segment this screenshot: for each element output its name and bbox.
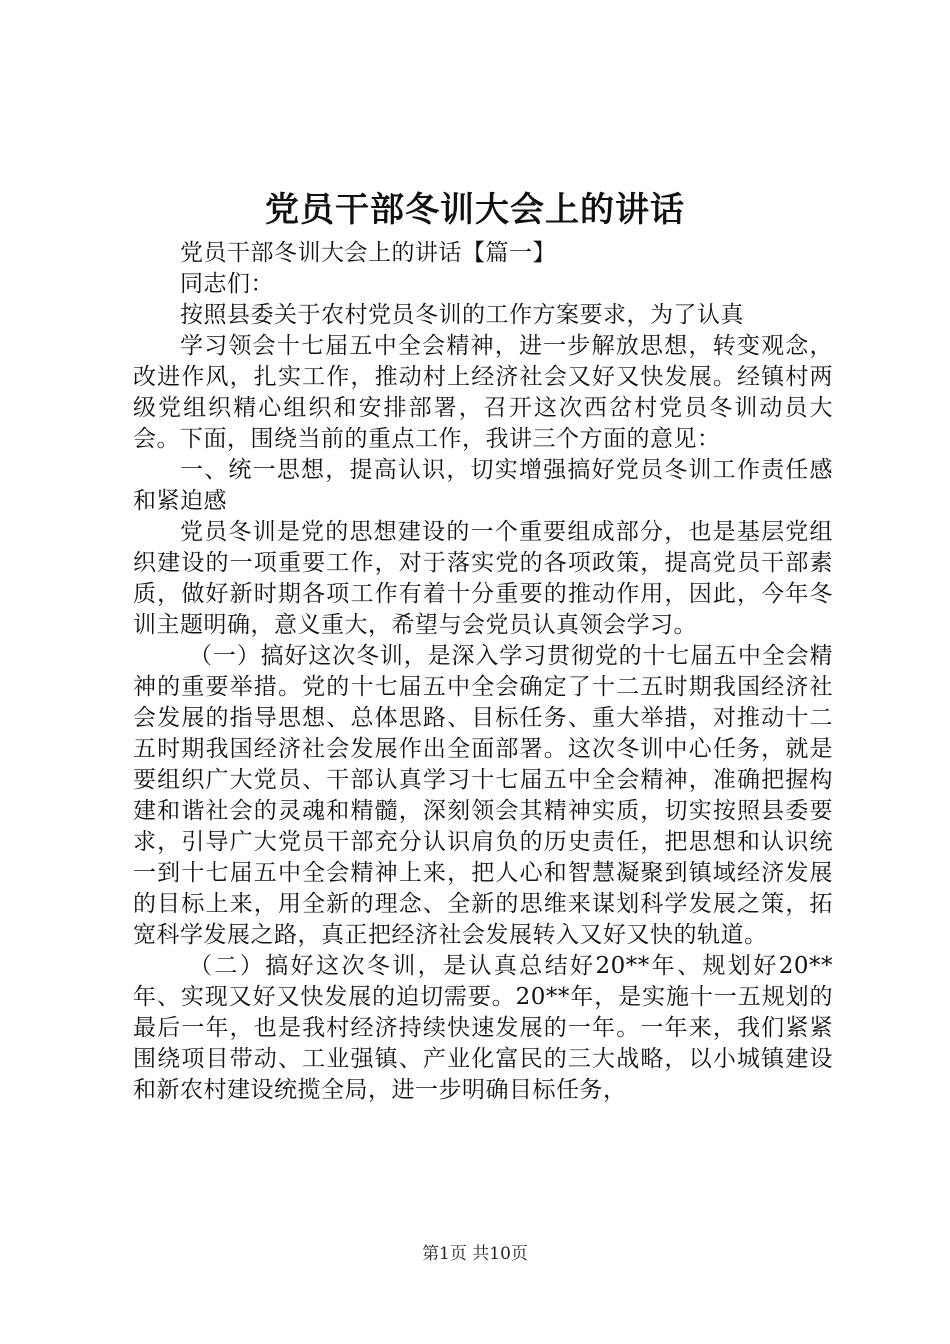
paragraph-intro-line: 按照县委关于农村党员冬训的工作方案要求，为了认真 bbox=[180, 302, 744, 328]
paragraph-section-one-heading: 一、统一思想，提高认识，切实增强搞好党员冬训工作责任感和紧迫感 bbox=[133, 457, 833, 514]
paragraph-point-two: （二）搞好这次冬训，是认真总结好20**年、规划好20**年、实现又好又快发展的迫切需要。20**年，是实施十一五规划的最后一年，也是我村经济持续快速发展的一年。一年来，我们紧紧围绕项目带动、工业强镇、产业化富民的三大战略，以小城镇建设和新农村建设统揽全局，进一步明确目标任务， bbox=[133, 953, 833, 1103]
document-body bbox=[133, 238, 833, 1106]
paragraph-section-one-body: 党员冬训是党的思想建设的一个重要组成部分，也是基层党组织建设的一项重要工作，对于落实党的各项政策，提高党员干部素质，做好新时期各项工作有着十分重要的推动作用，因此，今年冬训主题明确，意义重大，希望与会党员认真领会学习。 bbox=[133, 519, 833, 638]
paragraph-point-one: （一）搞好这次冬训，是深入学习贯彻党的十七届五中全会精神的重要举措。党的十七届五中全会确定了十二五时期我国经济社会发展的指导思想、总体思路、目标任务、重大举措，对推动十二五时期我国经济社会发展作出全面部署。这次冬训中心任务，就是要组织广大党员、干部认真学习十七届五中全会精神，准确把握构建和谐社会的灵魂和精髓，深刻领会其精神实质，切实按照县委要求，引导广大党员干部充分认识肩负的历史责任，把思想和认识统一到十七届五中全会精神上来，把人心和智慧凝聚到镇域经济发展的目标上来，用全新的理念、全新的思维来谋划科学发展之策，拓宽科学发展之路，真正把经济社会发展转入又好又快的轨道。 bbox=[133, 643, 833, 948]
paragraph-salutation: 同志们： bbox=[180, 271, 274, 297]
page-footer: 第1页 共10页 bbox=[422, 1244, 528, 1264]
document-title: 党员干部冬训大会上的讲话 bbox=[265, 190, 685, 230]
paragraph-intro: 学习领会十七届五中全会精神，进一步解放思想，转变观念，改进作风，扎实工作，推动村上经济社会又好又快发展。经镇村两级党组织精心组织和安排部署，召开这次西岔村党员冬训动员大会。下面，围绕当前的重点工作，我讲三个方面的意见： bbox=[133, 333, 833, 452]
paragraph-heading: 党员干部冬训大会上的讲话【篇一】 bbox=[180, 240, 556, 266]
